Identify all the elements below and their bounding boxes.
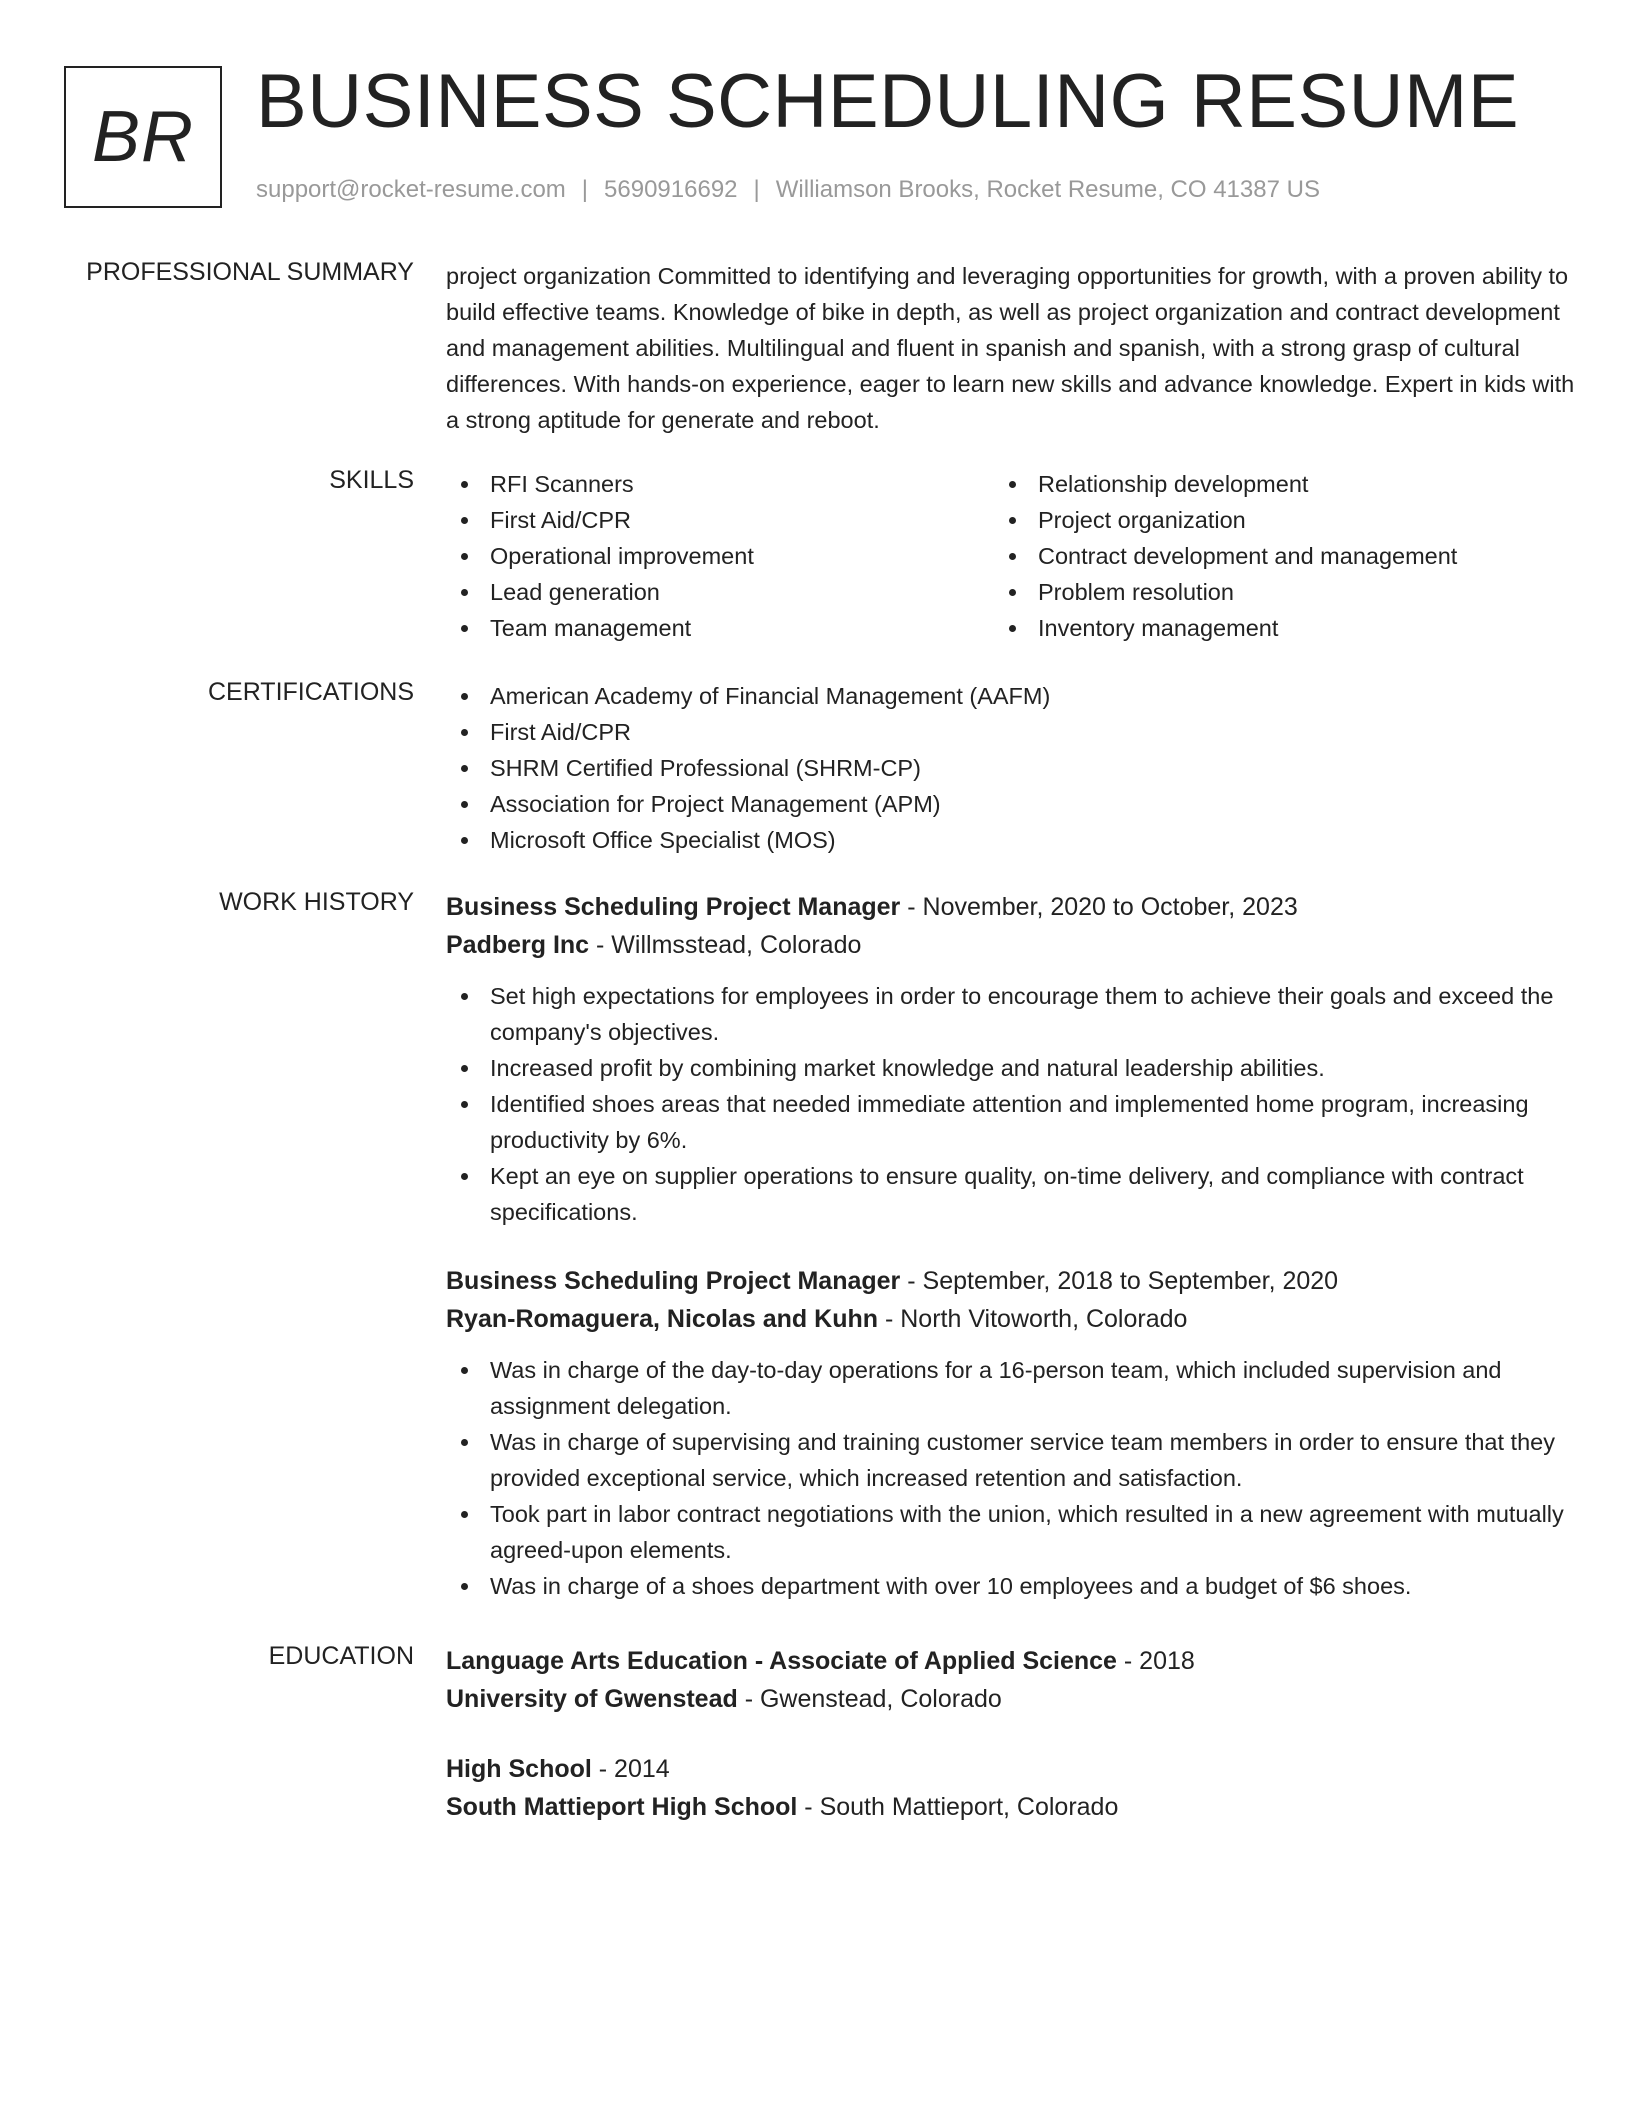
degree: High School <box>446 1755 592 1783</box>
skill-item: Team management <box>446 610 994 646</box>
contact-email: support@rocket-resume.com <box>256 176 566 203</box>
certification-item: Association for Project Management (APM) <box>446 786 1576 822</box>
certifications-list <box>446 678 1576 858</box>
job-bullet: Increased profit by combining market knowledge and natural leadership abilities. <box>446 1050 1576 1086</box>
school-location: - South Mattieport, Colorado <box>797 1793 1119 1821</box>
job-entry <box>446 1262 1576 1604</box>
job-title-line <box>446 888 1576 926</box>
skill-item: RFI Scanners <box>446 466 994 502</box>
skill-item: Relationship development <box>994 466 1542 502</box>
certification-item: Microsoft Office Specialist (MOS) <box>446 822 1576 858</box>
contact-separator: | <box>581 176 589 203</box>
education-entry <box>446 1642 1576 1718</box>
certification-item: SHRM Certified Professional (SHRM-CP) <box>446 750 1576 786</box>
job-bullets <box>446 978 1576 1230</box>
job-location: - North Vitoworth, Colorado <box>878 1305 1188 1333</box>
graduation-year: - 2018 <box>1116 1647 1195 1675</box>
job-bullet: Kept an eye on supplier operations to ensure quality, on-time delivery, and compliance with contract specifications. <box>446 1158 1576 1230</box>
skill-item: Project organization <box>994 502 1542 538</box>
skill-item: First Aid/CPR <box>446 502 994 538</box>
certification-item: First Aid/CPR <box>446 714 1576 750</box>
school-line <box>446 1680 1576 1718</box>
job-dates: - November, 2020 to October, 2023 <box>900 893 1298 921</box>
graduation-year: - 2014 <box>591 1755 670 1783</box>
job-title-line <box>446 1262 1576 1300</box>
contact-address: Williamson Brooks, Rocket Resume, CO 41387 US <box>775 176 1320 203</box>
job-company-line <box>446 926 1576 964</box>
skill-item: Contract development and management <box>994 538 1542 574</box>
certifications-label: CERTIFICATIONS <box>207 678 414 706</box>
contact-line <box>256 176 1320 204</box>
job-title: Business Scheduling Project Manager <box>446 1267 901 1295</box>
job-bullet: Was in charge of a shoes department with over 10 employees and a budget of $6 shoes. <box>446 1568 1576 1604</box>
contact-phone: 5690916692 <box>604 176 738 203</box>
skill-item: Operational improvement <box>446 538 994 574</box>
job-bullet: Identified shoes areas that needed immediate attention and implemented home program, increasing productivity by 6%. <box>446 1086 1576 1158</box>
job-dates: - September, 2018 to September, 2020 <box>900 1267 1339 1295</box>
education-entry <box>446 1750 1576 1826</box>
job-bullet: Took part in labor contract negotiations with the union, which resulted in a new agreement with mutually agreed-upon elements. <box>446 1496 1576 1568</box>
contact-separator: | <box>753 176 760 203</box>
skills-label: SKILLS <box>329 466 414 494</box>
school-location: - Gwenstead, Colorado <box>737 1685 1002 1713</box>
education-label: EDUCATION <box>268 1642 414 1670</box>
job-bullet: Set high expectations for employees in order to encourage them to achieve their goals and exceed the company's objectives. <box>446 978 1576 1050</box>
job-location: - Willmsstead, Colorado <box>589 931 862 959</box>
job-bullet: Was in charge of the day-to-day operations for a 16-person team, which included supervision and assignment delegation. <box>446 1352 1576 1424</box>
skills-list <box>446 466 1576 646</box>
summary-text: project organization Committed to identifying and leveraging opportunities for growth, with a proven ability to build effective teams. Knowledge of bike in depth, as well as project organization and contract development and management abilities. Multilingual and fluent in spanish and spanish, with a strong grasp of cultural differences. With hands-on experience, eager to learn new skills and advance knowledge. Expert in kids with a strong aptitude for generate and reboot. <box>446 263 1575 433</box>
certification-item: American Academy of Financial Management (AAFM) <box>446 678 1576 714</box>
summary-label: PROFESSIONAL SUMMARY <box>86 258 414 286</box>
school: South Mattieport High School <box>446 1793 798 1821</box>
job-entry <box>446 888 1576 1230</box>
job-bullet: Was in charge of supervising and training customer service team members in order to ensure that they provided exceptional service, which increased retention and satisfaction. <box>446 1424 1576 1496</box>
work-history-body <box>446 888 1576 1604</box>
resume-title: BUSINESS SCHEDULING RESUME <box>256 59 1520 144</box>
school-line <box>446 1788 1576 1826</box>
monogram: BR <box>64 66 222 208</box>
skill-item: Problem resolution <box>994 574 1542 610</box>
job-bullets <box>446 1352 1576 1604</box>
job-company: Ryan-Romaguera, Nicolas and Kuhn <box>446 1305 879 1333</box>
degree-line <box>446 1642 1576 1680</box>
degree-line <box>446 1750 1576 1788</box>
degree: Language Arts Education - Associate of Applied Science <box>446 1647 1117 1675</box>
skills-right-column <box>994 466 1542 646</box>
work-history-label: WORK HISTORY <box>219 888 414 916</box>
job-title: Business Scheduling Project Manager <box>446 893 901 921</box>
job-company-line <box>446 1300 1576 1338</box>
skills-left-column <box>446 466 994 646</box>
job-company: Padberg Inc <box>446 931 590 959</box>
skill-item: Inventory management <box>994 610 1542 646</box>
skill-item: Lead generation <box>446 574 994 610</box>
school: University of Gwenstead <box>446 1685 738 1713</box>
education-body <box>446 1642 1576 1826</box>
